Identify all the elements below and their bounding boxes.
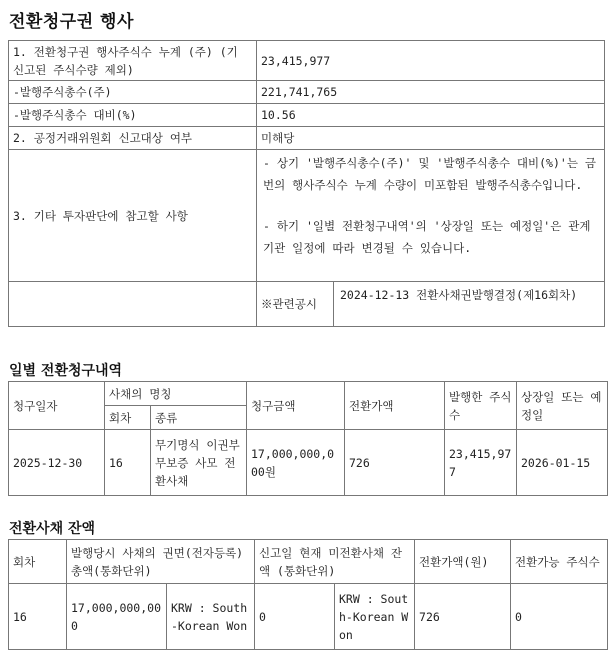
row-label: -발행주식총수(주) (9, 81, 257, 104)
table-row (9, 584, 608, 650)
header-convertible: 전환가능 주식수 (511, 540, 608, 584)
table-row (9, 81, 605, 104)
related-disclosure-link[interactable]: 2024-12-13 전환사채권발행결정(제16회차) (340, 288, 578, 302)
header-price: 전환가액 (345, 382, 445, 430)
header-round: 회차 (9, 540, 67, 584)
note-1: - 상기 '발행주식총수(주)' 및 '발행주식총수 대비(%)'는 금번의 행사주식수 누계 수량이 미포함된 발행주식총수입니다. (263, 156, 596, 192)
row-label: 2. 공정거래위원회 신고대상 여부 (9, 127, 257, 150)
cell-round: 16 (105, 430, 151, 496)
note-2: - 하기 '일별 전환청구내역'의 '상장일 또는 예정일'은 관계기관 일정에 따라 변경될 수 있습니다. (263, 219, 591, 255)
bond-balance-table (8, 539, 608, 650)
cell-price: 726 (345, 430, 445, 496)
section-title-conversion: 전환청구권 행사 (9, 12, 134, 32)
table-row (9, 282, 605, 327)
row-value: 10.56 (257, 104, 605, 127)
header-row (9, 540, 608, 584)
header-amount: 청구금액 (247, 382, 345, 430)
row-label: 1. 전환청구권 행사주식수 누계 (주) (기 신고된 주식수량 제외) (9, 41, 257, 81)
table-row (9, 150, 605, 282)
cell-price: 726 (415, 584, 511, 650)
row-label: 3. 기타 투자판단에 참고할 사항 (9, 150, 257, 282)
row-value: 미해당 (257, 127, 605, 150)
related-disclosure-cell (257, 282, 605, 327)
header-round: 회차 (105, 406, 151, 430)
cell-date: 2025-12-30 (9, 430, 105, 496)
related-disclosure (257, 282, 604, 326)
header-date: 청구일자 (9, 382, 105, 430)
cell-kind: 무기명식 이권부 무보증 사모 전환사채 (151, 430, 247, 496)
related-label: ※관련공시 (257, 282, 334, 326)
cell-amount: 17,000,000,000원 (247, 430, 345, 496)
table-row (9, 127, 605, 150)
cell-convertible: 0 (511, 584, 608, 650)
row-label: -발행주식총수 대비(%) (9, 104, 257, 127)
header-unconverted: 신고일 현재 미전환사채 잔액 (통화단위) (255, 540, 415, 584)
table-row (9, 104, 605, 127)
cell-face-currency: KRW : South-Korean Won (167, 584, 255, 650)
empty-cell (9, 282, 257, 327)
cell-unconverted-amount: 0 (255, 584, 335, 650)
header-listing: 상장일 또는 예정일 (517, 382, 608, 430)
header-bond-name: 사채의 명칭 (105, 382, 247, 406)
cell-listing: 2026-01-15 (517, 430, 608, 496)
section-title-balance: 전환사채 잔액 (9, 521, 96, 537)
cell-round: 16 (9, 584, 67, 650)
cell-unconverted-currency: KRW : South-Korean Won (335, 584, 415, 650)
header-row (9, 382, 608, 406)
row-value: 221,741,765 (257, 81, 605, 104)
section-title-daily: 일별 전환청구내역 (9, 363, 123, 379)
cell-face-amount: 17,000,000,000 (67, 584, 167, 650)
header-shares: 발행한 주식수 (445, 382, 517, 430)
row-value: 23,415,977 (257, 41, 605, 81)
header-kind: 종류 (151, 406, 247, 430)
table-row (9, 430, 608, 496)
conversion-summary-table (8, 40, 605, 327)
header-price: 전환가액(원) (415, 540, 511, 584)
header-face: 발행당시 사채의 권면(전자등록)총액(통화단위) (67, 540, 255, 584)
table-row (9, 41, 605, 81)
notes-cell (257, 150, 605, 282)
daily-conversion-table (8, 381, 608, 496)
cell-shares: 23,415,977 (445, 430, 517, 496)
